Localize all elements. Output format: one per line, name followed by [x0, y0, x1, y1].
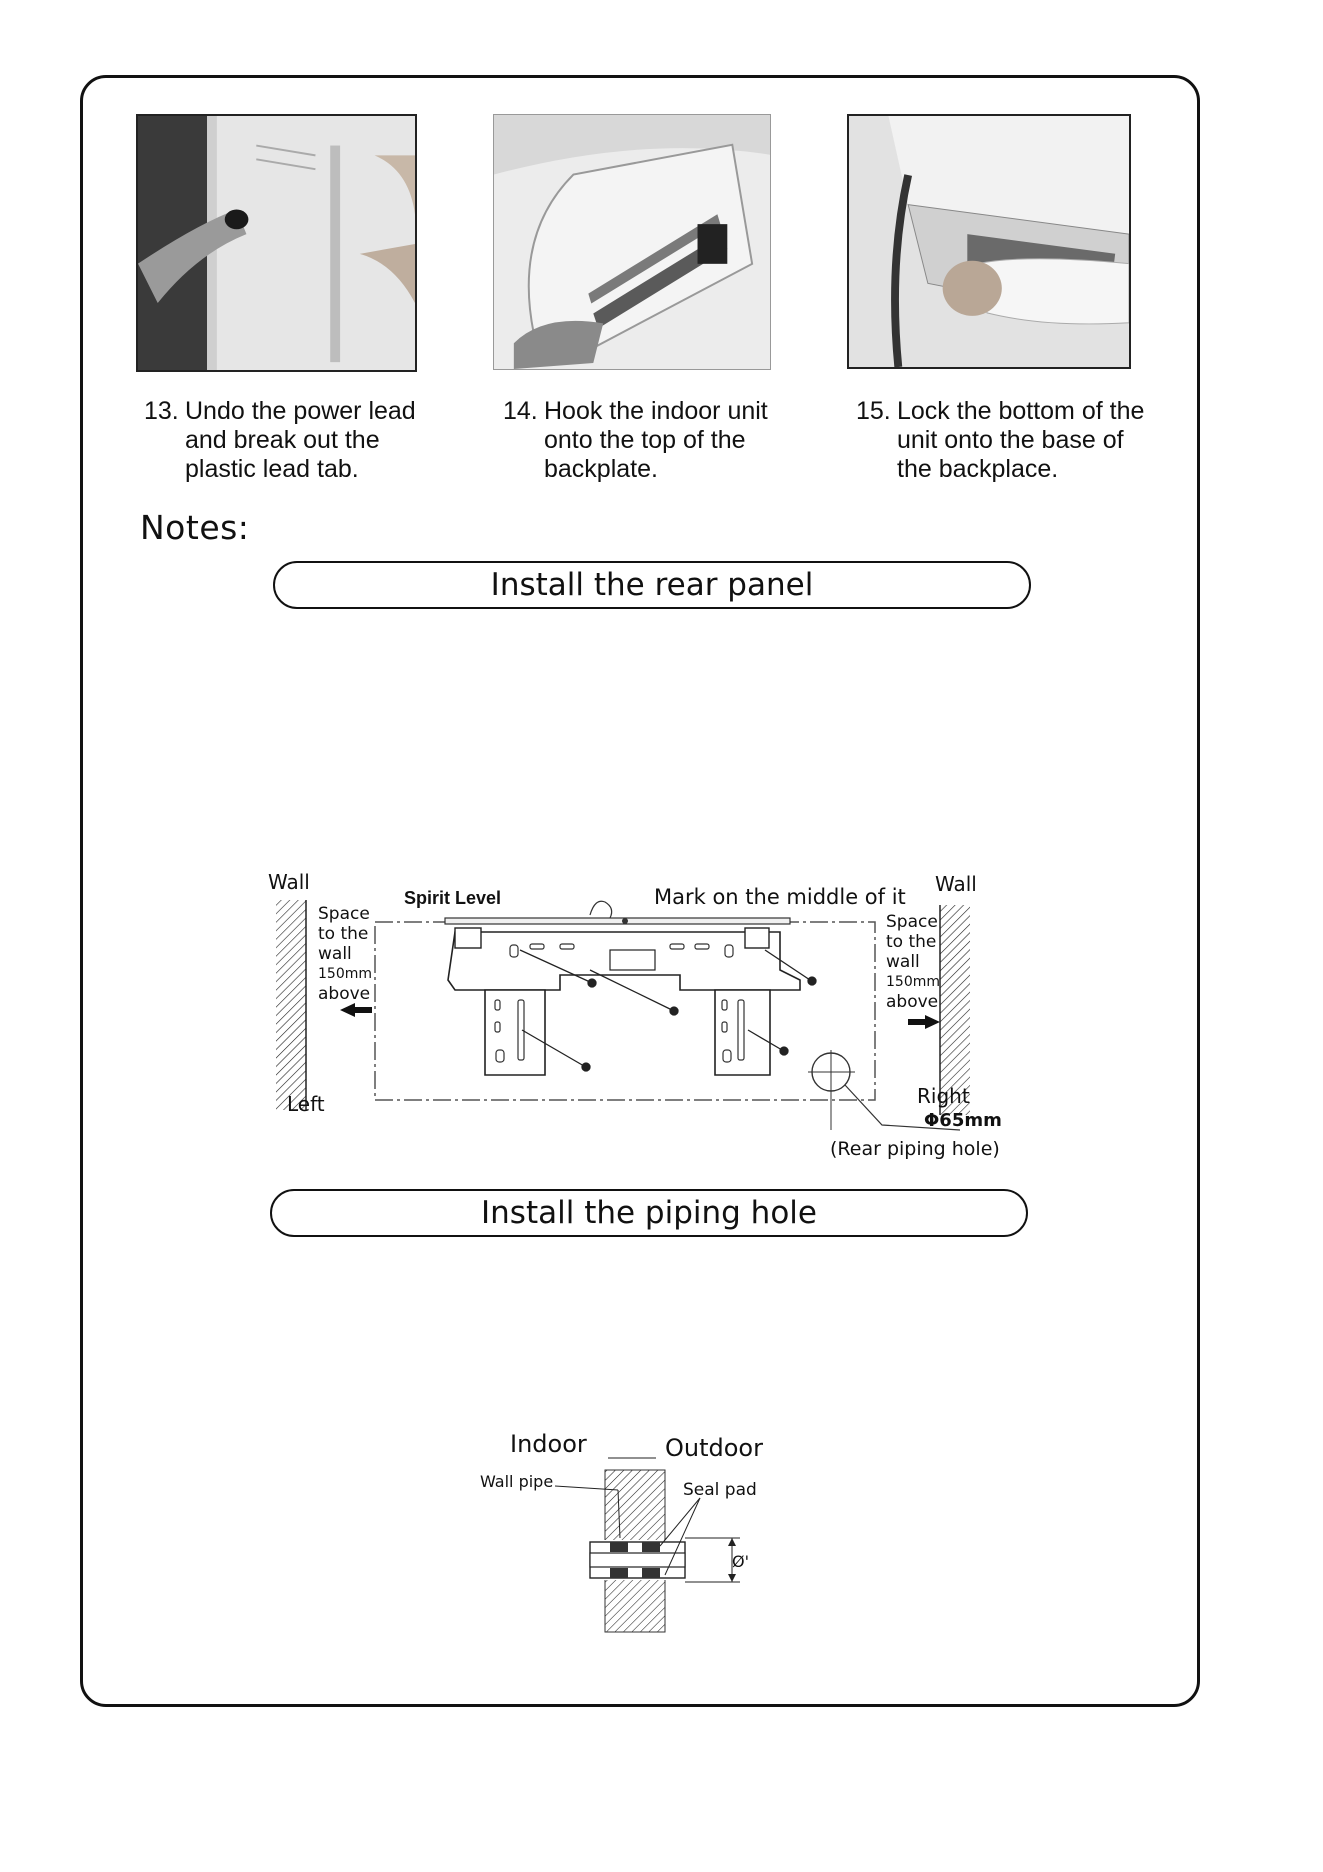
step-15-caption	[856, 397, 1186, 487]
caption-line: Undo the power lead	[185, 397, 416, 425]
caption-line: backplate.	[544, 455, 658, 483]
left-wall-hatch	[276, 900, 306, 1110]
mark-middle-label: Mark on the middle of it	[654, 885, 906, 909]
notes-heading: Notes:	[140, 508, 250, 547]
space-left-label	[318, 904, 372, 1004]
spirit-level-bar	[445, 918, 790, 924]
spirit-level-label: Spirit Level	[404, 888, 502, 908]
rear-panel-diagram	[260, 870, 1020, 1170]
caption-line: onto the top of the	[544, 426, 746, 454]
space-left-line: wall	[318, 944, 352, 964]
left-label: Left	[287, 1092, 325, 1116]
rear-piping-hole-label: (Rear piping hole)	[830, 1138, 1000, 1160]
seal-pad-top-right	[642, 1542, 660, 1552]
caption-line: the backplace.	[897, 455, 1059, 483]
step-13-photo	[136, 114, 417, 372]
left-bracket	[485, 990, 545, 1075]
caption-line: plastic lead tab.	[185, 455, 359, 483]
space-right-line: Space	[886, 912, 938, 932]
diameter-label: Ø'	[732, 1552, 749, 1571]
right-arrow	[908, 1015, 940, 1029]
left-arrow	[340, 1003, 372, 1017]
step-number: 13.	[144, 397, 179, 425]
seal-pad-label: Seal pad	[683, 1480, 757, 1500]
wall-right-label: Wall	[935, 872, 977, 896]
step-13-caption	[144, 397, 464, 487]
seal-pad-bottom-left	[610, 1568, 628, 1578]
space-right-line: wall	[886, 952, 920, 972]
wall-pipe-label: Wall pipe	[480, 1472, 554, 1491]
right-label: Right	[917, 1084, 970, 1108]
wall-left-label: Wall	[268, 870, 310, 894]
space-right-line: 150mm	[886, 974, 940, 990]
caption-line: and break out the	[185, 426, 380, 454]
space-left-line: Space	[318, 904, 370, 924]
step-number: 15.	[856, 397, 891, 425]
caption-line: Lock the bottom of the	[897, 397, 1145, 425]
piping-hole-diagram	[460, 1430, 780, 1640]
space-left-line: 150mm	[318, 966, 372, 982]
seal-pad-top-left	[610, 1542, 628, 1552]
step-number: 14.	[503, 397, 538, 425]
section-heading-rear-panel: Install the rear panel	[273, 561, 1031, 609]
indoor-label: Indoor	[510, 1430, 587, 1458]
section-heading-piping-hole: Install the piping hole	[270, 1189, 1028, 1237]
seal-pad-bottom-right	[642, 1568, 660, 1578]
step-14-caption	[503, 397, 823, 487]
hole-size-label: Φ65mm	[924, 1110, 1002, 1131]
space-left-line: above	[318, 984, 371, 1004]
step-14-photo	[493, 114, 771, 370]
caption-line: unit onto the base of	[897, 426, 1124, 454]
step-15-photo	[847, 114, 1131, 369]
space-right-line: above	[886, 992, 939, 1012]
outdoor-label: Outdoor	[665, 1434, 763, 1462]
space-right-line: to the	[886, 932, 937, 952]
caption-line: Hook the indoor unit	[544, 397, 768, 425]
space-left-line: to the	[318, 924, 369, 944]
space-right-label	[886, 912, 940, 1012]
